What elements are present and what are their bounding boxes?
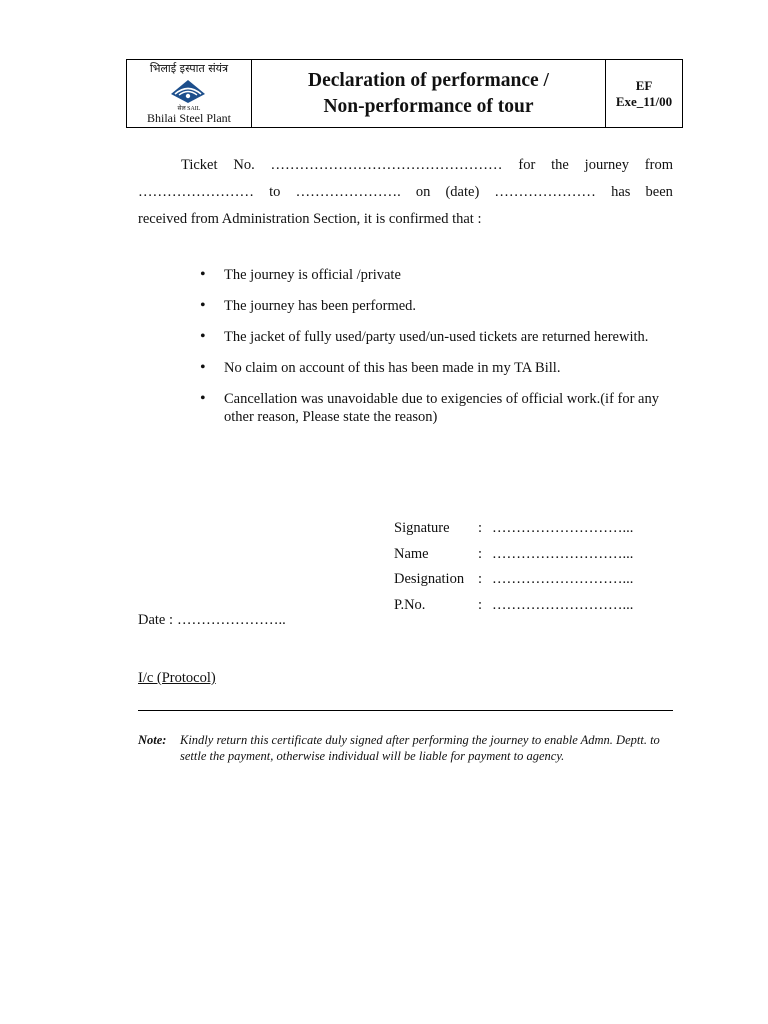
word: the [551,157,569,173]
protocol-label: I/c (Protocol) [138,670,216,686]
field-colon: : [478,571,483,588]
signature-block [394,516,633,618]
plant-name: Bhilai Steel Plant [147,111,231,125]
form-code-line2: Exe_11/00 [615,93,673,109]
field-colon: : [478,596,483,613]
word: from [644,157,673,173]
designation-row [394,567,633,593]
list-item: • No claim on account of this has been made in my TA Bill. [200,359,670,377]
word: journey [584,157,629,173]
word: to [269,184,281,200]
confirmation-list [200,266,670,439]
ticket-number-field[interactable]: ………………………………………… [270,157,503,173]
form-title-line2: Non-performance of tour [323,95,534,117]
word: for [518,157,536,173]
date-line [138,612,286,629]
date-field[interactable]: ………………….. [177,612,286,628]
word: on [415,184,431,200]
field-label: P.No. [394,596,426,613]
note-text: Kindly return this certificate duly signed after performing the journey to enable Admn. Deptt. to settle the payment, otherwise individual will be liable for payment to agency. [180,733,660,763]
logo-cell [127,60,252,127]
word: Ticket [181,157,218,173]
paragraph-line-2 [138,179,673,206]
name-row [394,542,633,568]
form-title [252,60,606,127]
form-code-line1: EF [635,77,653,93]
list-item: • Cancellation was unavoidable due to exigencies of official work.(if for any other reason, Please state the reason) [200,390,670,426]
word: (date) [445,184,480,200]
form-title-line1: Declaration of performance / [308,69,549,91]
note [138,732,678,764]
org-name-hindi: भिलाई इस्पात संयंत्र [149,62,229,75]
pno-row [394,593,633,619]
paragraph-line-1 [138,152,673,179]
signature-field[interactable]: ………………………... [492,520,634,537]
name-field[interactable]: ………………………... [492,545,634,562]
field-label: Name [394,545,429,562]
form-code [606,60,682,127]
field-label: Designation [394,571,465,588]
date-label: Date : [138,612,174,628]
note-label: Note: [138,733,167,747]
paragraph-line-3: received from Administration Section, it is confirmed that : [138,211,482,227]
designation-field[interactable]: ………………………... [492,571,634,588]
emblem-caption: सेल SAIL [177,106,201,112]
pno-field[interactable]: ………………………... [492,596,634,613]
word: has [611,184,631,200]
word: been [645,184,673,200]
date-of-journey-field[interactable]: ………………… [494,184,596,200]
list-item: • The journey has been performed. [200,297,670,315]
field-colon: : [478,545,483,562]
list-item: • The jacket of fully used/party used/un-used tickets are returned herewith. [200,328,670,346]
from-field[interactable]: …………………… [138,184,254,200]
field-label: Signature [394,520,450,537]
field-colon: : [478,520,483,537]
form-header [126,59,683,128]
signature-row [394,516,633,542]
ticket-paragraph [138,152,673,233]
divider [138,710,673,711]
word: No. [233,157,255,173]
to-field[interactable]: …………………. [295,184,401,200]
list-item: • The journey is official /private [200,266,670,284]
